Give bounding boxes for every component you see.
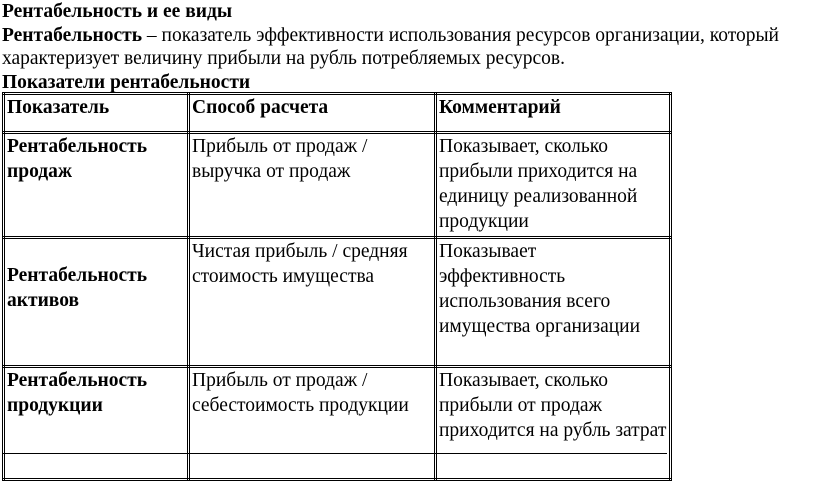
table-row [4, 133, 671, 238]
cell-indicator: Рентабельность активов [4, 238, 189, 367]
cell-indicator: Рентабельность продукции [4, 367, 189, 480]
definition-paragraph [2, 24, 814, 71]
bottom-divider [2, 453, 667, 454]
header-cell-comment: Комментарий [436, 94, 671, 133]
definition-text: – показатель эффективности использования ресурсов организации, который характеризует величину прибыли на рубль потребляемых ресурсов. [2, 24, 779, 69]
definition-term: Рентабельность [2, 24, 143, 46]
header-cell-method: Способ расчета [189, 94, 436, 133]
page-title: Рентабельность и ее виды [2, 1, 233, 22]
table-row [4, 238, 671, 367]
cell-comment: Показывает, сколько прибыли приходится на единицу реализованной продукции [436, 133, 671, 238]
cell-method: Прибыль от продаж / выручка от продаж [189, 133, 436, 238]
table-header-row [4, 94, 671, 133]
cell-method: Чистая прибыль / средняя стоимость имущества [189, 238, 436, 367]
cell-comment: Показывает эффективность использования всего имущества организации [436, 238, 671, 367]
cell-indicator: Рентабельность продаж [4, 133, 189, 238]
header-cell-indicator: Показатель [4, 94, 189, 133]
table-title: Показатели рентабельности [2, 71, 251, 93]
cell-method: Прибыль от продаж / себестоимость продукции [189, 367, 436, 480]
profitability-table [2, 92, 672, 481]
table-row [4, 367, 671, 480]
document-body [2, 0, 814, 94]
cell-comment: Показывает, сколько прибыли от продаж приходится на рубль затрат [436, 367, 671, 480]
